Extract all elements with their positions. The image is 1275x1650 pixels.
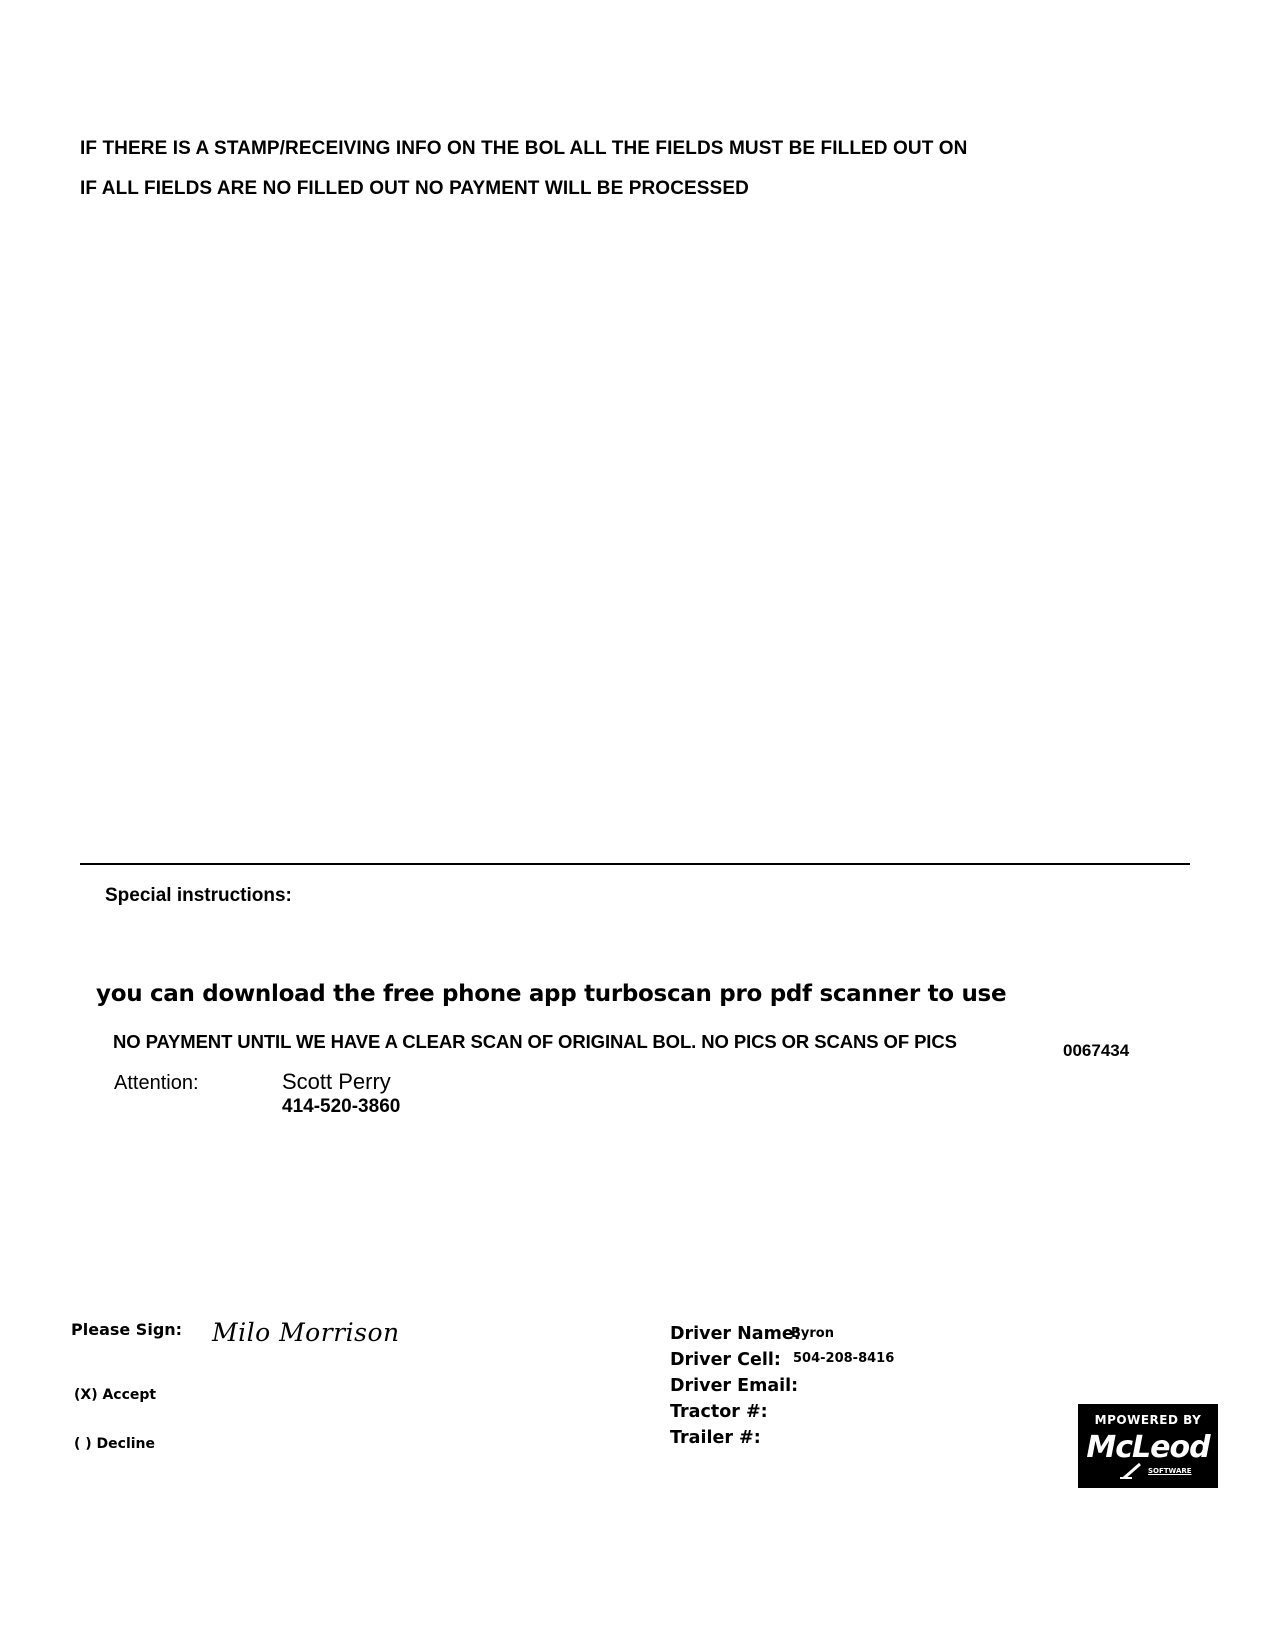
- contact-phone: 414-520-3860: [282, 1096, 401, 1117]
- handwritten-signature: Milo Morrison: [212, 1318, 400, 1347]
- driver-email-label: Driver Email:: [670, 1376, 799, 1396]
- trailer-number-label: Trailer #:: [670, 1428, 761, 1448]
- no-payment-warning-text: IF ALL FIELDS ARE NO FILLED OUT NO PAYMENT WILL BE PROCESSED: [80, 178, 749, 199]
- tractor-number-label: Tractor #:: [670, 1402, 768, 1422]
- please-sign-label: Please Sign:: [71, 1320, 183, 1339]
- stamp-warning-text: IF THERE IS A STAMP/RECEIVING INFO ON THE BOL ALL THE FIELDS MUST BE FILLED OUT ON: [80, 138, 968, 159]
- logo-software-text: SOFTWARE: [1148, 1467, 1192, 1475]
- special-instructions-label: Special instructions:: [105, 885, 292, 906]
- decline-option[interactable]: ( ) Decline: [74, 1436, 156, 1452]
- section-divider: [80, 863, 1190, 865]
- driver-name-value: Byron: [791, 1326, 834, 1341]
- payment-condition-note: NO PAYMENT UNTIL WE HAVE A CLEAR SCAN OF ORIGINAL BOL. NO PICS OR SCANS OF PICS: [113, 1031, 957, 1052]
- logo-brand-text: McLeod: [1086, 1430, 1210, 1465]
- driver-name-label: Driver Name:: [670, 1324, 801, 1344]
- mcleod-logo: [1078, 1404, 1218, 1488]
- app-download-note: you can download the free phone app turboscan pro pdf scanner to use: [96, 981, 1007, 1007]
- attention-label: Attention:: [114, 1072, 199, 1094]
- driver-cell-label: Driver Cell:: [670, 1350, 781, 1370]
- driver-cell-value: 504-208-8416: [793, 1351, 895, 1366]
- logo-powered-by-text: MPOWERED BY: [1094, 1413, 1202, 1427]
- accept-option[interactable]: (X) Accept: [74, 1387, 157, 1403]
- logo-swoosh-icon: [1118, 1462, 1148, 1480]
- contact-name: Scott Perry: [282, 1069, 391, 1094]
- reference-number: 0067434: [1063, 1041, 1130, 1060]
